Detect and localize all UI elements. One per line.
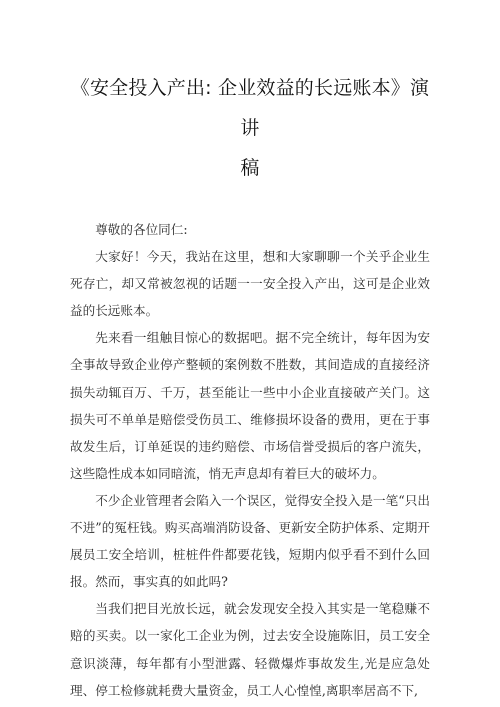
paragraph-2: 先来看一组触目惊心的数据吧。据不完全统计，每年因为安全事故导致企业停产整顿的案例数不胜数，其间造成的直接经济损失动辄百万、千万，甚至能让一些中小企业直接破产关门。这损失可不单单是赔偿受伤员工、维修损坏设备的费用，更在于事故发生后，订单延误的违约赔偿、市场信誉受损后的客户流失，这些隐性成本如同暗流，悄无声息却有着巨大的破坏力。 xyxy=(70,330,430,481)
paragraph-1: 大家好！今天，我站在这里，想和大家聊聊一个关乎企业生死存亡，却又常被忽视的话题一一安全投入产出，这可是企业效益的长远账本。 xyxy=(70,249,430,319)
salutation: 尊敬的各位同仁: xyxy=(95,222,188,237)
paragraph-4: 当我们把目光放长远，就会发现安全投入其实是一笔稳赚不赔的买卖。以一家化工企业为例，过去安全设施陈旧，员工安全意识淡薄，每年都有小型泄露、轻微爆炸事故发生,光是应急处理、停工检修就耗费大量资金，员工人心惶惶,离职率居高不下, xyxy=(70,601,430,698)
title-line-2: 稿 xyxy=(240,157,260,179)
paragraph-3: 不少企业管理者会陷入一个误区，觉得安全投入是一笔“只出不进”的冤枉钱。购买高端消防设备、更新安全防护体系、定期开展员工安全培训，桩桩件件都要花钱，短期内似乎看不到什么回报。然而，事实真的如此吗? xyxy=(70,492,430,590)
document-body xyxy=(70,216,430,704)
document-title xyxy=(70,0,430,188)
title-line-1: 《安全投入产出: 企业效益的长远账本》演讲 xyxy=(70,77,430,139)
